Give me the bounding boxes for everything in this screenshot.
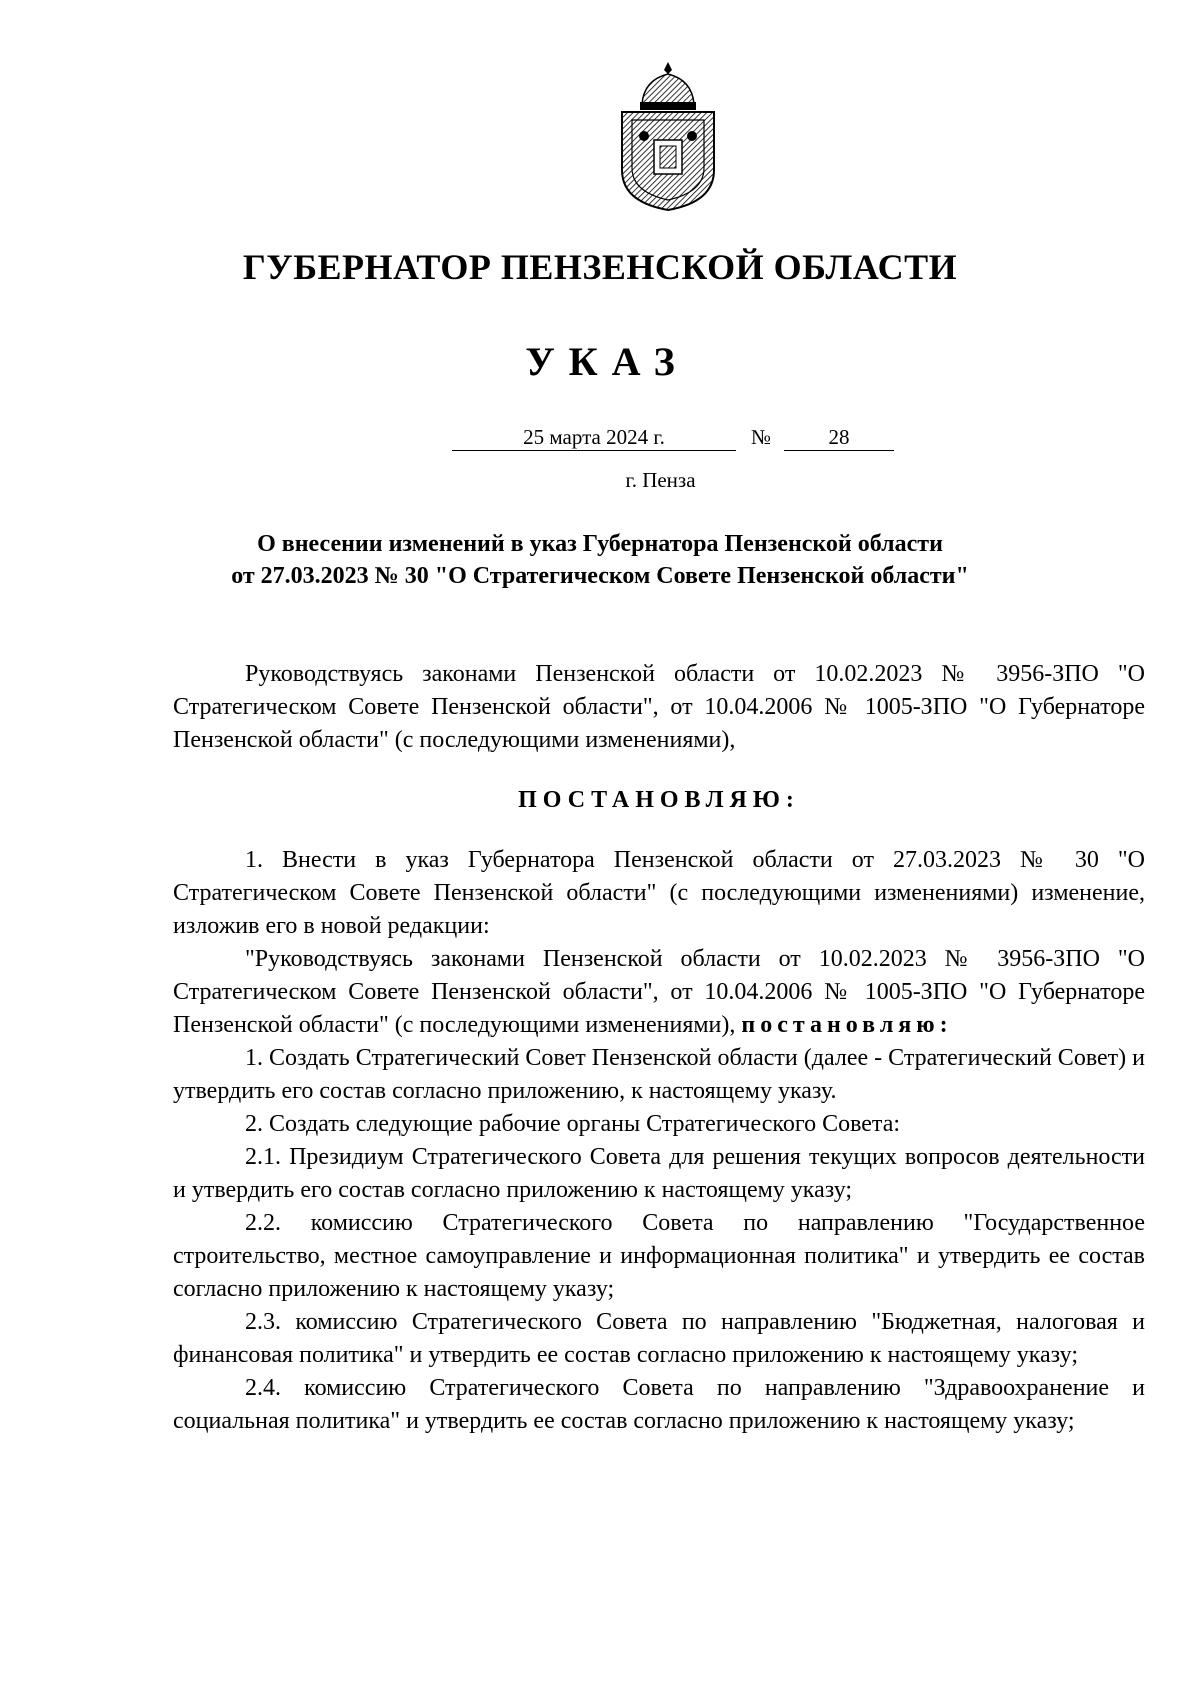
paragraph-item-2-1: 2.1. Президиум Стратегического Совета для решения текущих вопросов деятельности и утвердить его состав согласно приложению к настоящему указу;: [173, 1144, 1145, 1203]
new-preamble-text: "Руководствуясь законами Пензенской области от 10.02.2023 № 3956-ЗПО "О Стратегическом Совете Пензенской области", от 10.04.2006 № 1005-ЗПО "О Губернаторе Пензенской области" (с последующими изменениями),: [173, 946, 1145, 1038]
paragraph-1: 1. Внести в указ Губернатора Пензенской области от 27.03.2023 № 30 "О Стратегическом Совете Пензенской области" (с последующими изменениями) изменение, изложив его в новой редакции:: [173, 847, 1145, 939]
number-sign: №: [750, 425, 772, 449]
paragraph-item-2-4: 2.4. комиссию Стратегического Совета по направлению "Здравоохранение и социальная политика" и утвердить ее состав согласно приложению к настоящему указу;: [173, 1375, 1145, 1434]
new-preamble-decree-word: постановляю:: [741, 1012, 953, 1038]
issuer-heading: ГУБЕРНАТОР ПЕНЗЕНСКОЙ ОБЛАСТИ: [242, 247, 958, 287]
paragraph-item-2: 2. Создать следующие рабочие органы Стратегического Совета:: [245, 1111, 901, 1137]
paragraph-item-1: 1. Создать Стратегический Совет Пензенской области (далее - Стратегический Совет) и утвердить его состав согласно приложению, к настоящему указу.: [173, 1045, 1145, 1104]
decree-date: 25 марта 2024 г.: [452, 424, 736, 451]
coat-of-arms-emblem: [608, 58, 728, 214]
date-number-line: [0, 424, 1200, 450]
paragraph-new-preamble: [173, 943, 1145, 1042]
city-label: г. Пенза: [625, 468, 696, 492]
decree-word: ПОСТАНОВЛЯЮ:: [518, 787, 800, 813]
decree-number: 28: [784, 424, 894, 451]
paragraph-item-2-2: 2.2. комиссию Стратегического Совета по направлению "Государственное строительство, местное самоуправление и информационная политика" и утвердить ее состав согласно приложению к настоящему указу;: [173, 1210, 1145, 1302]
document-title: [0, 528, 1200, 592]
preamble-paragraph: Руководствуясь законами Пензенской области от 10.02.2023 № 3956-ЗПО "О Стратегическом Совете Пензенской области", от 10.04.2006 № 1005-ЗПО "О Губернаторе Пензенской области" (с последующими изменениями),: [173, 661, 1145, 753]
document-title-line2: от 27.03.2023 № 30 "О Стратегическом Совете Пензенской области": [231, 563, 969, 589]
paragraph-item-2-3: 2.3. комиссию Стратегического Совета по направлению "Бюджетная, налоговая и финансовая политика" и утвердить ее состав согласно приложению к настоящему указу;: [173, 1309, 1145, 1368]
document-title-line1: О внесении изменений в указ Губернатора Пензенской области: [257, 531, 943, 557]
document-body: [173, 658, 1145, 1438]
document-type-heading: УКАЗ: [525, 339, 689, 384]
